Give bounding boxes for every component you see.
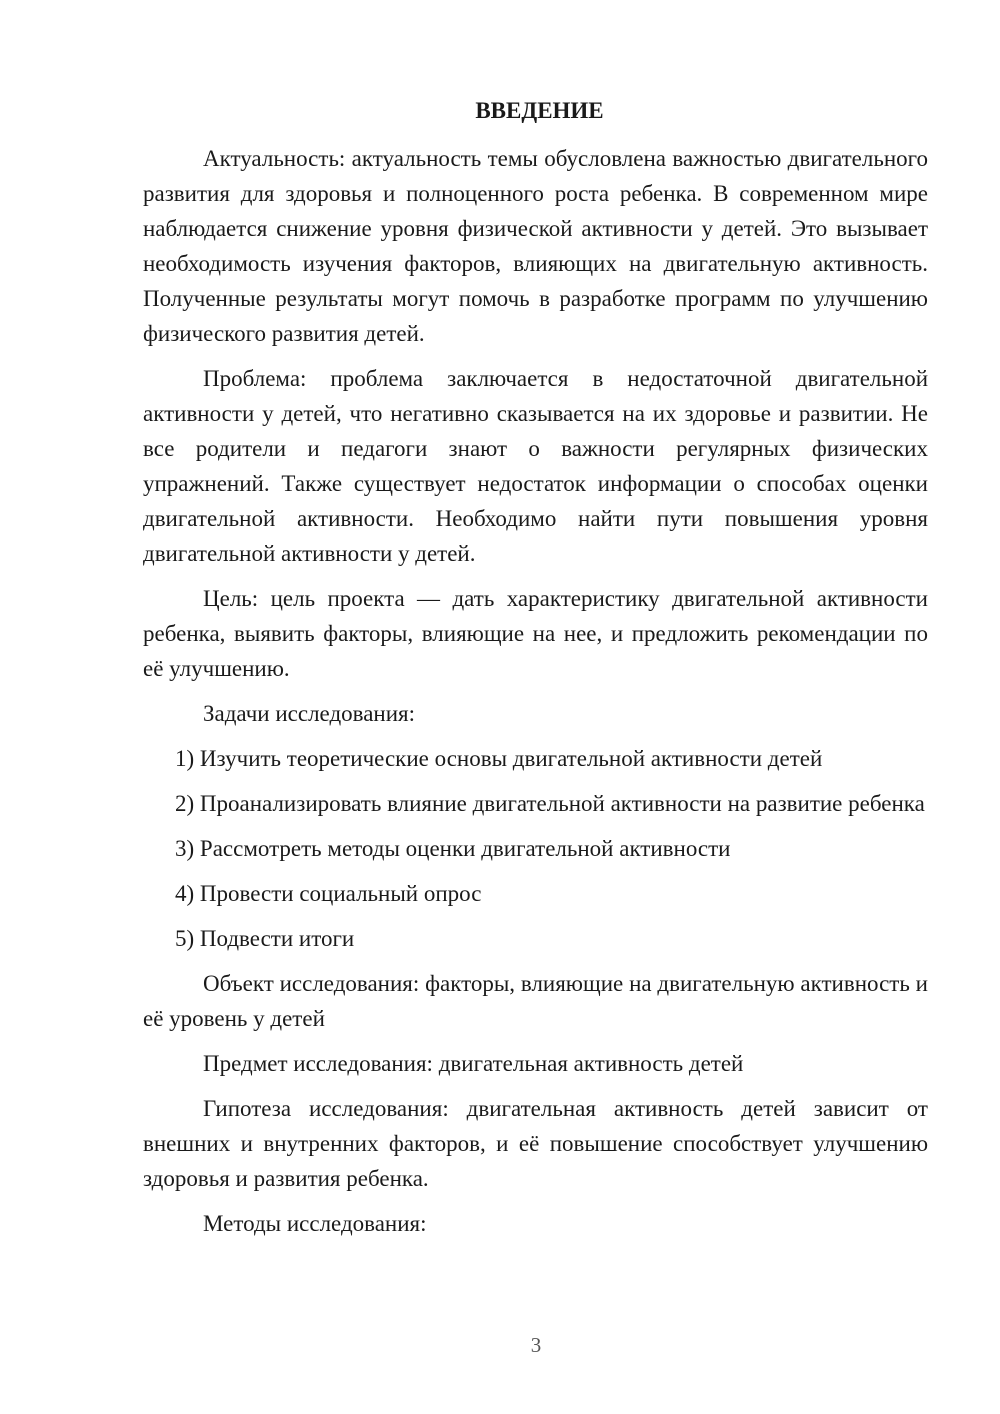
paragraph-hypothesis: Гипотеза исследования: двигательная активность детей зависит от внешних и внутренних факторов, и её повышение способствует улучшению здоровья и развития ребенка. [143, 1096, 928, 1191]
section-title: ВВЕДЕНИЕ [475, 98, 604, 123]
paragraph-subject: Предмет исследования: двигательная активность детей [203, 1051, 744, 1076]
paragraph-relevance: Актуальность: актуальность темы обусловлена важностью двигательного развития для здоровья и полноценного роста ребенка. В современном мире наблюдается снижение уровня физической активности у детей. Это вызывает необходимость изучения факторов, влияющих на двигательную активность. Полученные результаты могут помочь в разработке программ по улучшению физического развития детей. [143, 146, 928, 346]
task-item: 5) Подвести итоги [175, 926, 355, 951]
paragraph-problem: Проблема: проблема заключается в недостаточной двигательной активности у детей, что негативно сказывается на их здоровье и развитии. Не все родители и педагоги знают о важности регулярных физических упражнений. Также существует недостаток информации о способах оценки двигательной активности. Необходимо найти пути повышения уровня двигательной активности у детей. [143, 366, 928, 566]
paragraph-object: Объект исследования: факторы, влияющие на двигательную активность и её уровень у детей [143, 971, 928, 1031]
paragraph-goal: Цель: цель проекта — дать характеристику двигательной активности ребенка, выявить факторы, влияющие на нее, и предложить рекомендации по её улучшению. [143, 586, 928, 681]
tasks-heading: Задачи исследования: [203, 701, 416, 726]
page-number: 3 [530, 1333, 542, 1357]
task-item: 4) Провести социальный опрос [175, 881, 482, 906]
task-item: 2) Проанализировать влияние двигательной активности на развитие ребенка [175, 791, 925, 816]
task-item: 3) Рассмотреть методы оценки двигательной активности [175, 836, 731, 861]
task-item: 1) Изучить теоретические основы двигательной активности детей [175, 746, 823, 771]
methods-heading: Методы исследования: [203, 1211, 427, 1236]
